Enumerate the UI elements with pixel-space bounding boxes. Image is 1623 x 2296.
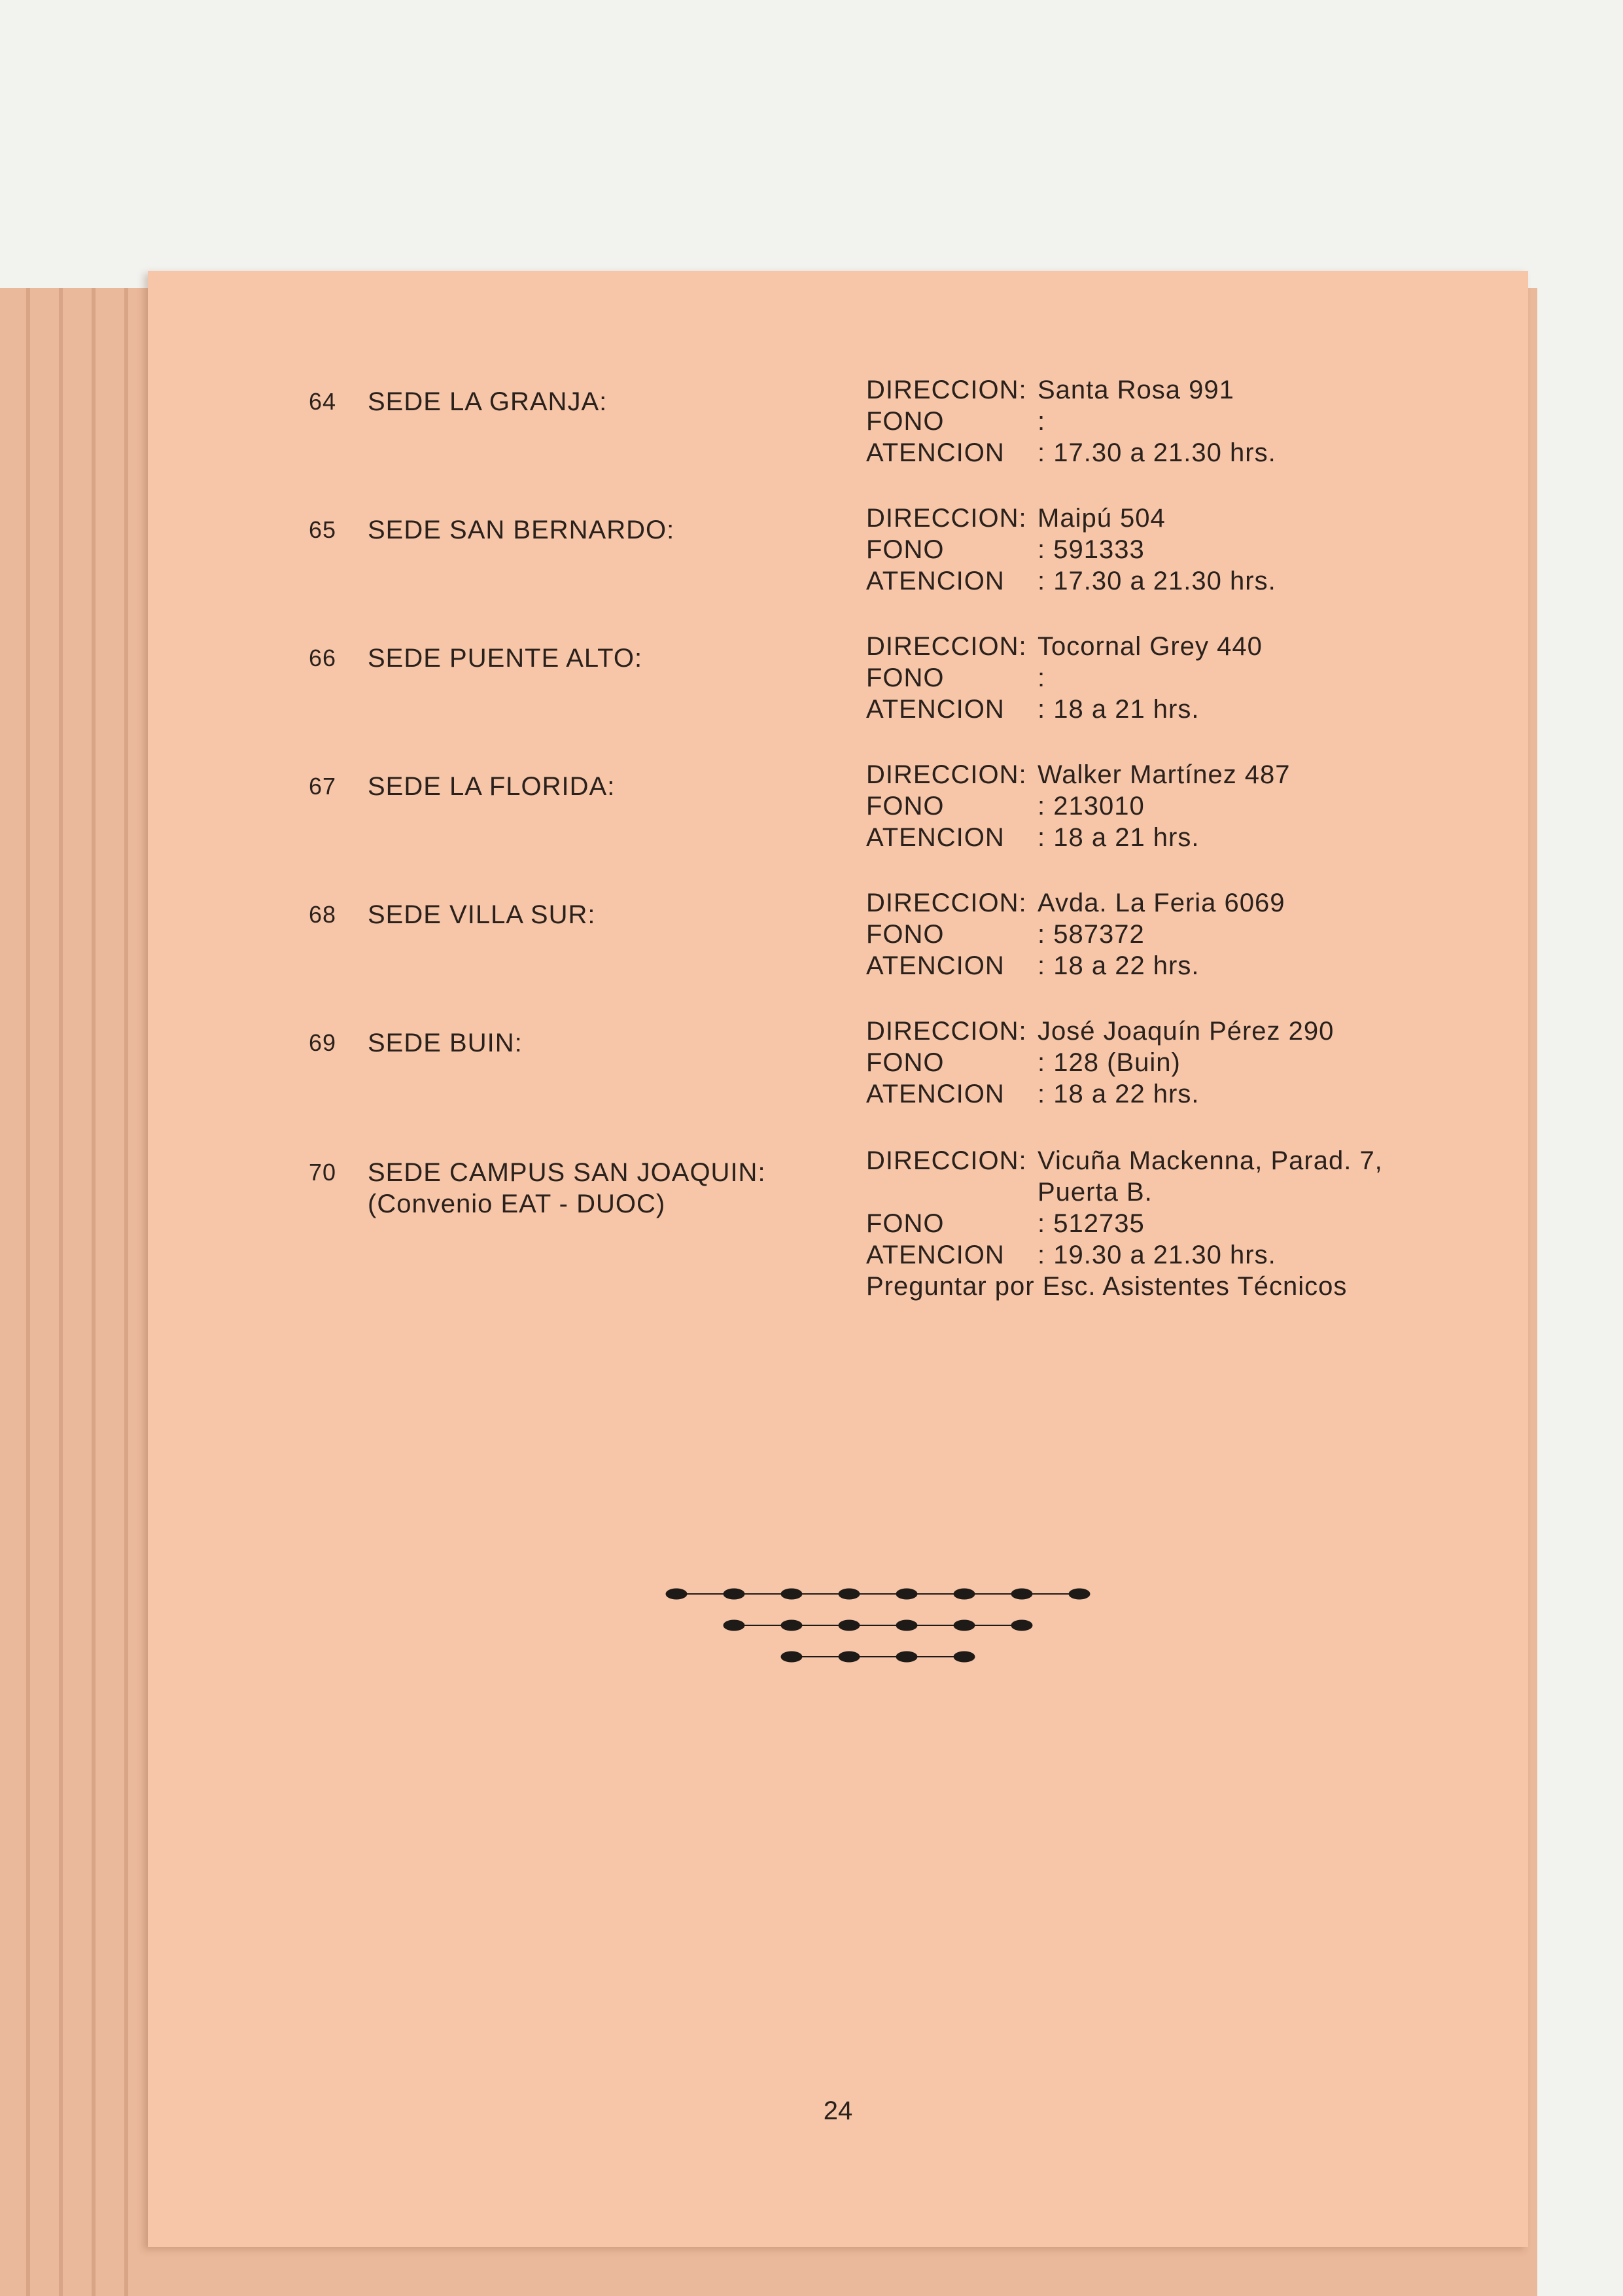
entry-number: 68: [309, 901, 337, 928]
page-stack-edge: [26, 288, 30, 2296]
entry-details: [866, 1016, 1334, 1110]
entry-details: [866, 503, 1276, 597]
atencion-value: : 18 a 22 hrs.: [1038, 1080, 1200, 1108]
fono-label: FONO: [866, 535, 945, 564]
direccion-label: DIRECCION:: [866, 889, 1027, 917]
entry-number: 69: [309, 1029, 337, 1056]
fono-value: :: [1038, 407, 1046, 436]
entry-name: SEDE PUENTE ALTO:: [368, 644, 643, 673]
fono-label: FONO: [866, 407, 945, 436]
atencion-value: : 19.30 a 21.30 hrs.: [1038, 1241, 1276, 1269]
atencion-label: ATENCION: [866, 567, 1005, 595]
fono-label: FONO: [866, 663, 945, 692]
entry-name: SEDE SAN BERNARDO:: [368, 516, 675, 544]
direccion-value: José Joaquín Pérez 290: [1038, 1017, 1335, 1046]
direccion-label: DIRECCION:: [866, 376, 1027, 404]
entry-name: [368, 1157, 766, 1220]
fono-label: FONO: [866, 1048, 945, 1077]
atencion-label: ATENCION: [866, 438, 1005, 467]
entry-number: 64: [309, 388, 337, 415]
direccion-value: Vicuña Mackenna, Parad. 7,: [1038, 1146, 1383, 1175]
atencion-label: ATENCION: [866, 951, 1005, 980]
page-number: 24: [823, 2096, 853, 2125]
direccion-label: DIRECCION:: [866, 504, 1027, 533]
atencion-value: : 17.30 a 21.30 hrs.: [1038, 438, 1276, 467]
entry-number: 65: [309, 516, 337, 543]
entry-details: [866, 1145, 1383, 1302]
fono-value: : 128 (Buin): [1038, 1048, 1181, 1077]
direccion-label: DIRECCION:: [866, 760, 1027, 789]
ornament-divider-icon: [148, 1580, 1528, 1723]
page-stack-edge: [124, 288, 128, 2296]
atencion-value: : 18 a 21 hrs.: [1038, 695, 1200, 724]
fono-value: : 512735: [1038, 1209, 1145, 1238]
entry-details: [866, 631, 1263, 725]
fono-value: :: [1038, 663, 1046, 692]
entry-details: [866, 887, 1285, 981]
document-page: [148, 271, 1528, 2247]
direccion-label: DIRECCION:: [866, 632, 1027, 661]
entry-number: 66: [309, 645, 337, 671]
entry-name: SEDE VILLA SUR:: [368, 900, 596, 929]
direccion-value: Walker Martínez 487: [1038, 760, 1291, 789]
entry-number: 67: [309, 773, 337, 800]
atencion-label: ATENCION: [866, 1241, 1005, 1269]
atencion-value: : 18 a 21 hrs.: [1038, 823, 1200, 852]
direccion-continued: Puerta B.: [1038, 1178, 1153, 1207]
entry-details: [866, 759, 1291, 853]
entry-details: [866, 374, 1276, 468]
direccion-label: DIRECCION:: [866, 1017, 1027, 1046]
atencion-value: : 18 a 22 hrs.: [1038, 951, 1200, 980]
atencion-value: : 17.30 a 21.30 hrs.: [1038, 567, 1276, 595]
entry-name: SEDE LA FLORIDA:: [368, 772, 616, 801]
direccion-value: Tocornal Grey 440: [1038, 632, 1263, 661]
entry-name: SEDE BUIN:: [368, 1029, 523, 1057]
atencion-label: ATENCION: [866, 695, 1005, 724]
fono-value: : 213010: [1038, 792, 1145, 821]
page-stack-edge: [92, 288, 96, 2296]
fono-label: FONO: [866, 920, 945, 949]
direccion-label: DIRECCION:: [866, 1146, 1027, 1175]
fono-value: : 587372: [1038, 920, 1145, 949]
fono-label: FONO: [866, 1209, 945, 1238]
entry-name-line: SEDE CAMPUS SAN JOAQUIN:: [368, 1158, 766, 1187]
entry-number: 70: [309, 1159, 337, 1186]
direccion-value: Santa Rosa 991: [1038, 376, 1234, 404]
entry-subname: (Convenio EAT - DUOC): [368, 1190, 666, 1218]
page-stack-edge: [59, 288, 63, 2296]
entry-name: SEDE LA GRANJA:: [368, 387, 608, 416]
entry-note: Preguntar por Esc. Asistentes Técnicos: [866, 1272, 1348, 1301]
fono-label: FONO: [866, 792, 945, 821]
atencion-label: ATENCION: [866, 823, 1005, 852]
direccion-value: Avda. La Feria 6069: [1038, 889, 1285, 917]
atencion-label: ATENCION: [866, 1080, 1005, 1108]
fono-value: : 591333: [1038, 535, 1145, 564]
direccion-value: Maipú 504: [1038, 504, 1166, 533]
